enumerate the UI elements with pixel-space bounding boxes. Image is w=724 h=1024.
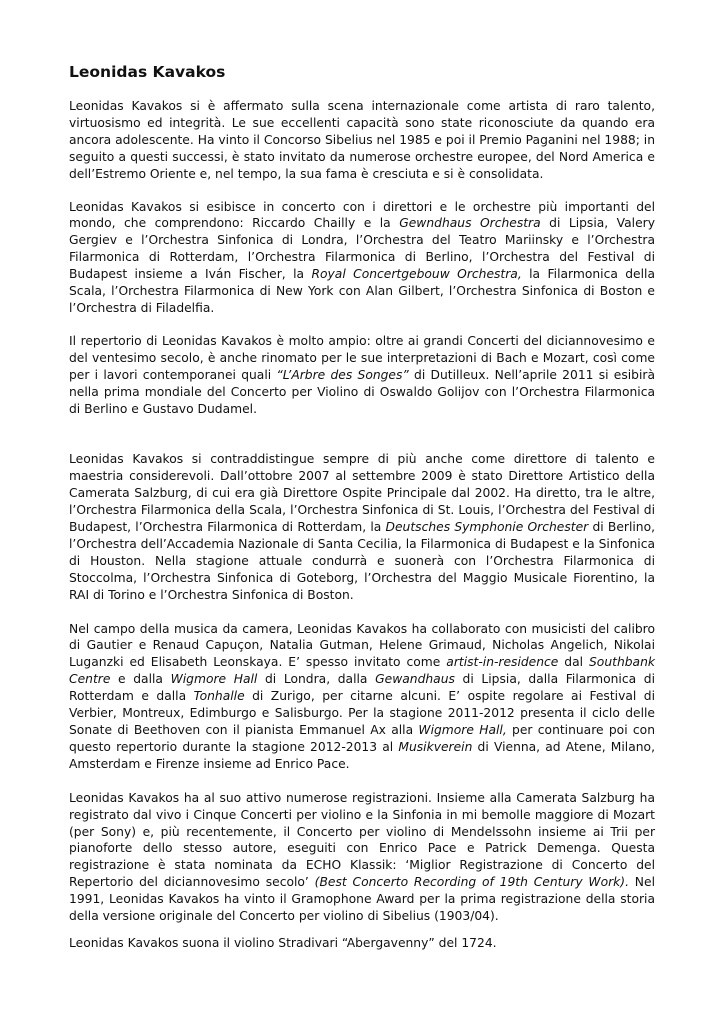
text-run: per continuare poi con questo repertorio durante la stagione 2012-2013 al — [69, 723, 656, 754]
italic-text-run: Wigmore Hall, — [418, 723, 507, 737]
italic-text-run: Tonhalle — [193, 689, 245, 704]
italic-text-run: (Best Concerto Recording of 19th Century Work). — [314, 875, 629, 890]
paragraph-7 — [69, 935, 655, 952]
italic-text-run: Musikverein — [398, 739, 473, 754]
text-run: Nel campo della musica da camera, Leonidas Kavakos ha collaborato con musicisti del calibro di Gautier e Renaud Capuçon, Natalia Gutman, Helene Grimaud, Nicholas Angelich, Nikolai Luganzki ed Elisabeth Leonskaya. E’ spesso invitato come — [69, 621, 655, 670]
text-run: Leonidas Kavakos suona il violino Stradivari “Abergavenny” del 1724. — [69, 935, 497, 950]
text-run: Il repertorio di Leonidas Kavakos è molto ampio: oltre ai grandi Concerti del diciannovesimo e del ventesimo secolo, è anche rinomato per le sue interpretazioni di Bach e Mozart, così come per i lavori contemporanei quali — [69, 333, 655, 382]
text-run: di Dutilleux. Nell’aprile 2011 si esibirà nella prima mondiale del Concerto per Violino di Oswaldo Golijov con l’Orchestra Filarmonica di Berlino e Gustavo Dudamel. — [69, 367, 655, 416]
paragraph-4 — [69, 451, 655, 603]
paragraph-3 — [69, 333, 655, 418]
text-run: di Londra, dalla — [257, 672, 376, 687]
text-run: la Filarmonica della Scala, l’Orchestra Filarmonica di New York con Alan Gilbert, l’Orchestra Sinfonica di Boston e l’Orchestra di Filadelfia. — [69, 267, 655, 315]
text-run: e dalla — [110, 672, 171, 687]
paragraph-1 — [69, 98, 655, 183]
text-run: Leonidas Kavakos si contraddistingue sempre di più anche come direttore di talento e maestria considerevoli. Dall’ottobre 2007 al settembre 2009 è stato Direttore Artistico della Camerata Salzburg, di cui era già Direttore Ospite Principale dal 2002. Ha diretto, tra le altre, l’Orchestra Filarmonica della Scala, l’Orchestra Sinfonica di St. Louis, l’Orchestra del Festival di Budapest, l’Orchestra Filarmonica di Rotterdam, la — [69, 452, 655, 535]
paragraph-6 — [69, 790, 655, 925]
italic-text-run: artist-in-residence — [446, 655, 559, 670]
italic-text-run: Gewandhaus — [375, 672, 455, 687]
document-page — [69, 60, 655, 952]
italic-text-run: Wigmore Hall — [170, 672, 258, 687]
text-run: Leonidas Kavakos si è affermato sulla scena internazionale come artista di raro talento, virtuosismo ed integrità. Le sue eccellenti capacità sono state riconosciute da quando era ancora adolescente. Ha vinto il Concorso Sibelius nel 1985 e poi il Premio Paganini nel 1988; in seguito a questi successi, è stato invitato da numerose orchestre europee, del Nord America e dell’Estremo Oriente e, nel tempo, la sua fama è cresciuta e si è consolidata. — [69, 99, 655, 181]
text-run: Leonidas Kavakos ha al suo attivo numerose registrazioni. Insieme alla Camerata Salzburg ha registrato dal vivo i Cinque Concerti per violino e la Sinfonia in mi bemolle maggiore di Mozart (per Sony) e, più recentemente, il Concerto per violino di Mendelssohn insieme ai Trii per pianoforte dello stesso autore, eseguiti con Enrico Pace e Patrick Demenga. Questa registrazione è stata nominata da ECHO Klassik: ‘Miglior Registrazione di Concerto del Repertorio del diciannovesimo secolo’ — [69, 790, 655, 890]
italic-text-run: Southbank Centre — [69, 655, 655, 687]
italic-text-run: Royal Concertgebouw Orchestra, — [311, 267, 522, 282]
text-run: di Lipsia, Valery Gergiev e l’Orchestra Sinfonica di Londra, l’Orchestra del Teatro Mariinsky e l’Orchestra Filarmonica di Rotterdam, l’Orchestra Filarmonica di Berlino, l’Orchestra del Festival di Budapest insieme a Iván Fischer, la — [69, 216, 655, 282]
page-title: Leonidas Kavakos — [69, 63, 226, 81]
text-run: di Lipsia, dalla Filarmonica di Rotterdam e dalla — [69, 672, 655, 704]
italic-text-run: Deutsches Symphonie Orchester — [385, 520, 589, 535]
text-run: Leonidas Kavakos si esibisce in concerto con i direttori e le orchestre più importanti del mondo, che comprendono: Riccardo Chailly e la — [69, 199, 655, 231]
text-run: di Vienna, ad Atene, Milano, Amsterdam e Firenze insieme ad Enrico Pace. — [69, 739, 655, 771]
paragraph-5 — [69, 621, 655, 773]
italic-text-run: “L’Arbre des Songes” — [276, 367, 409, 382]
text-run: di Berlino, l’Orchestra dell’Accademia Nazionale di Santa Cecilia, la Filarmonica di Budapest e la Sinfonica di Houston. Nella stagione attuale condurrà e suonerà con l’Orchestra Filarmonica di Stoccolma, l’Orchestra Sinfonica di Goteborg, l’Orchestra del Maggio Musicale Fiorentino, la RAI di Torino e l’Orchestra Sinfonica di Boston. — [69, 520, 656, 602]
italic-text-run: Gewndhaus Orchestra — [399, 216, 541, 231]
text-run: Nel 1991, Leonidas Kavakos ha vinto il Gramophone Award per la prima registrazione della storia della versione originale del Concerto per violino di Sibelius (1903/04). — [69, 875, 655, 924]
text-run: di Zurigo, per citarne alcuni. E’ ospite regolare ai Festival di Verbier, Montreux, Edimburgo e Salisburgo. Per la stagione 2011-2012 presenta il ciclo delle Sonate di Beethoven con il pianista Emmanuel Ax alla — [69, 689, 655, 737]
text-run: dal — [558, 655, 589, 670]
paragraph-2 — [69, 199, 655, 317]
